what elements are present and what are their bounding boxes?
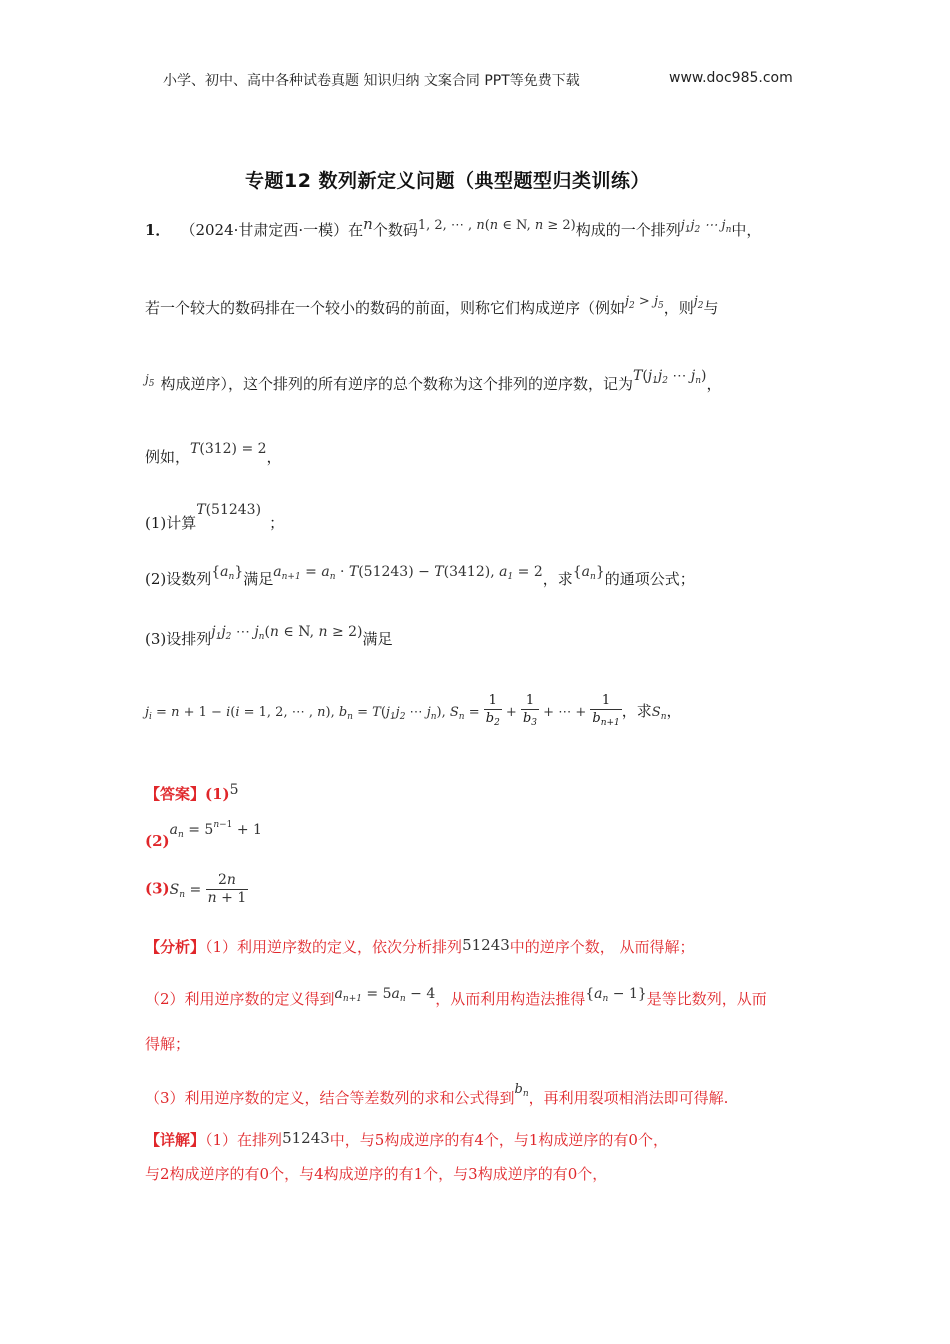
analysis-line-4: （3）利用逆序数的定义，结合等差数列的求和公式得到$b_n$，再利用裂项相消法即可得解.	[145, 1082, 729, 1107]
page-title: 专题12 数列新定义问题（典型题型归类训练）	[245, 170, 651, 192]
problem-part-1: (1)计算T(51243)；	[145, 502, 285, 532]
answer-label: 【答案】	[145, 785, 206, 803]
problem-part-3: (3)设排列$j_1j_2$ ⋯ $j_n(n$ ∈ N, n ≥ 2)满足	[145, 624, 393, 648]
problem-line-3: $^{j_5}$ 构成逆序），这个排列的所有逆序的总个数称为这个排列的逆序数，记为$T(j_1j_2$ ⋯ $j_n$)，	[145, 368, 722, 393]
analysis-line-3: 得解；	[145, 1035, 191, 1053]
analysis-label: 【分析】	[145, 938, 206, 956]
answer-line-1: 【答案】(1)5	[145, 782, 239, 803]
site-url[interactable]: www.doc985.com	[669, 70, 793, 86]
detail-label: 【详解】	[145, 1131, 206, 1149]
problem-part-3-formula: $j_i = n + 1 - i(i = 1$, 2, ⋯ , n), $b_n = T(j_1j_2$ ⋯ $j_n$), $S_n$ = $\frac{1}{b_2}$ + $\frac{1}{b_3}$ + ⋯ + $\frac{1}{b_{n+1}}$ ，求$S_n$，	[145, 693, 682, 728]
answer-line-2: $(2)a_n = 5^{n-1} + 1$	[145, 820, 262, 850]
analysis-line-2: （2）利用逆序数的定义得到$a_{n+1} = 5a_n - 4$，从而利用构造法推得$\{a_n - 1\}$是等比数列，从而	[145, 986, 767, 1008]
problem-line-2: 若一个较大的数码排在一个较小的数码的前面，则称它们构成逆序（例如$j_2 > j_5$，则$j_2$与	[145, 294, 719, 317]
problem-line-1: 1． （2024·甘肃定西·一模）在n个数码1, 2, ⋯ , n(n ∈ N, n ≥ 2)构成的一个排列$j_1j_2$ ⋯ $j_n$中，	[145, 215, 762, 239]
detail-line-2: 与2构成逆序的有0个，与4构成逆序的有1个，与3构成逆序的有0个，	[145, 1165, 608, 1183]
detail-line-1: 【详解】（1）在排列51243中，与5构成逆序的有4个，与1构成逆序的有0个，	[145, 1129, 668, 1149]
problem-number: 1．	[145, 221, 171, 239]
analysis-line-1: 【分析】（1）利用逆序数的定义，依次分析排列51243中的逆序个数， 从而得解；	[145, 936, 695, 956]
problem-part-2: (2)设数列$\{a_n\}$满足$a_{n+1} = a_n \cdot T(51243) - T(3412)$, $a_1 = 2$，求$\{a_n\}$的通项公式；	[145, 564, 695, 588]
problem-line-4: 例如，T(312) = 2，	[145, 441, 282, 466]
site-banner-text: 小学、初中、高中各种试卷真题 知识归纳 文案合同 PPT等免费下载	[163, 73, 580, 89]
answer-line-3: $(3)S_n$ = $\frac{2n}{n + 1}$	[145, 872, 247, 906]
